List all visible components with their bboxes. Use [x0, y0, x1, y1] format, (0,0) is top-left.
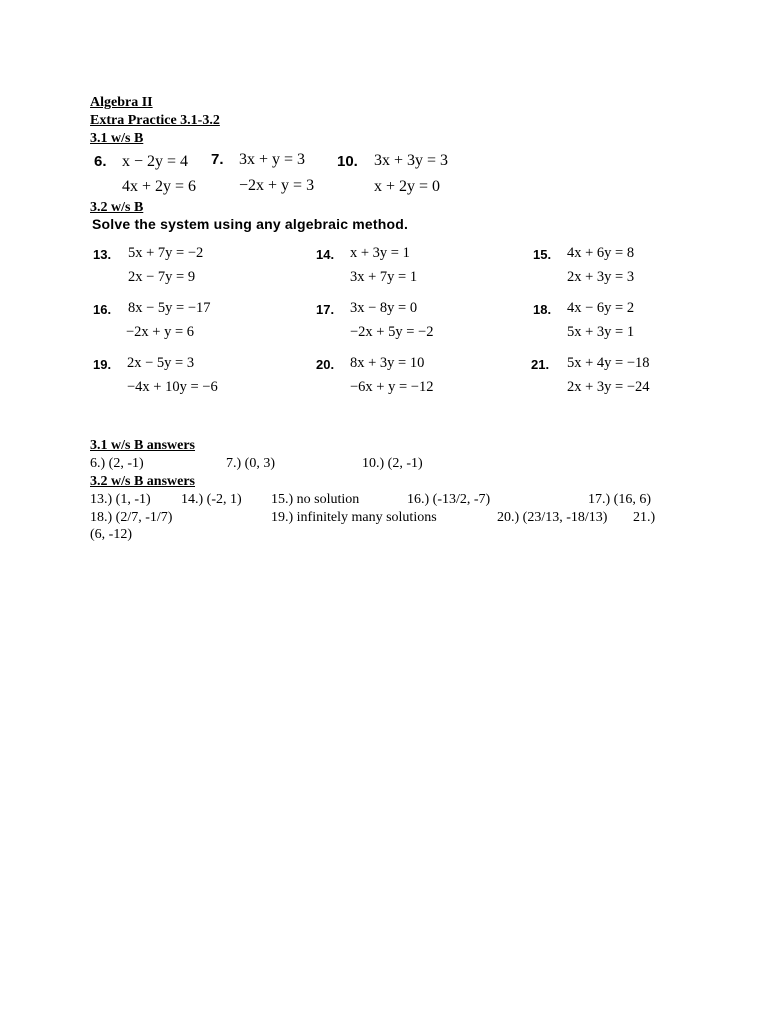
problem-16 [93, 300, 233, 346]
problem-10 [337, 152, 467, 200]
equation-1: 4x − 6y = 2 [567, 300, 635, 316]
problem-number: 15. [533, 247, 552, 262]
problem-13 [93, 245, 228, 291]
problem-14 [316, 245, 436, 291]
problem-7 [211, 150, 336, 198]
answer-17: 17.) (16, 6) [588, 492, 651, 507]
problem-18 [533, 300, 658, 346]
equation-2: −2x + y = 3 [239, 177, 315, 194]
problem-number: 20. [316, 357, 335, 372]
problem-number: 19. [93, 357, 112, 372]
equation-1: 5x + 7y = −2 [128, 245, 204, 261]
problem-number: 13. [93, 247, 112, 262]
equation-1: 3x + y = 3 [239, 151, 306, 168]
problem-17 [316, 300, 461, 346]
equation-1: 8x + 3y = 10 [350, 355, 425, 371]
equation-2: 2x + 3y = 3 [567, 269, 635, 285]
answer-13: 13.) (1, -1) [90, 492, 151, 507]
problem-20 [316, 355, 466, 401]
problem-number: 6. [94, 153, 107, 170]
problem-number: 10. [337, 153, 358, 170]
problem-number: 14. [316, 247, 335, 262]
equation-1: x + 3y = 1 [350, 245, 410, 261]
equation-2: 5x + 3y = 1 [567, 324, 635, 340]
problem-number: 21. [531, 357, 550, 372]
answers-3-2-heading: 3.2 w/s B answers [90, 474, 196, 489]
equation-1: 3x − 8y = 0 [350, 300, 418, 316]
worksheet-subtitle: Extra Practice 3.1-3.2 [90, 113, 220, 128]
problem-21 [531, 355, 676, 401]
answer-21-label: 21.) [633, 510, 656, 525]
answer-6: 6.) (2, -1) [90, 456, 144, 471]
answer-16: 16.) (-13/2, -7) [407, 492, 491, 507]
equation-2: 4x + 2y = 6 [122, 178, 197, 195]
equation-2: 3x + 7y = 1 [350, 269, 418, 285]
equation-1: 2x − 5y = 3 [127, 355, 195, 371]
section-3-2-heading: 3.2 w/s B [90, 200, 144, 215]
equation-1: 5x + 4y = −18 [567, 355, 650, 371]
equation-2: −4x + 10y = −6 [127, 379, 218, 395]
problem-number: 7. [211, 151, 224, 168]
equation-1: 4x + 6y = 8 [567, 245, 635, 261]
equation-2: 2x − 7y = 9 [128, 269, 196, 285]
answer-20: 20.) (23/13, -18/13) [497, 510, 608, 525]
equation-2: −2x + y = 6 [126, 324, 195, 340]
equation-1: 8x − 5y = −17 [128, 300, 211, 316]
answer-21-value: (6, -12) [90, 527, 132, 542]
answer-7: 7.) (0, 3) [226, 456, 275, 471]
problem-19 [93, 355, 253, 401]
equation-1: 3x + 3y = 3 [374, 152, 449, 169]
problem-6 [94, 152, 209, 200]
answers-3-1-heading: 3.1 w/s B answers [90, 438, 196, 453]
worksheet-title: Algebra II [90, 95, 153, 110]
equation-2: x + 2y = 0 [374, 178, 441, 195]
problem-15 [533, 245, 653, 291]
answer-14: 14.) (-2, 1) [181, 492, 242, 507]
problem-number: 18. [533, 302, 552, 317]
answer-15: 15.) no solution [271, 492, 360, 507]
section-3-1-heading: 3.1 w/s B [90, 131, 144, 146]
answer-19: 19.) infinitely many solutions [271, 510, 437, 525]
problem-number: 16. [93, 302, 112, 317]
equation-2: −6x + y = −12 [350, 379, 434, 395]
answer-18: 18.) (2/7, -1/7) [90, 510, 173, 525]
answer-10: 10.) (2, -1) [362, 456, 423, 471]
equation-1: x − 2y = 4 [122, 153, 189, 170]
problem-number: 17. [316, 302, 335, 317]
instruction-text: Solve the system using any algebraic method. [92, 216, 409, 232]
equation-2: 2x + 3y = −24 [567, 379, 650, 395]
equation-2: −2x + 5y = −2 [350, 324, 434, 340]
